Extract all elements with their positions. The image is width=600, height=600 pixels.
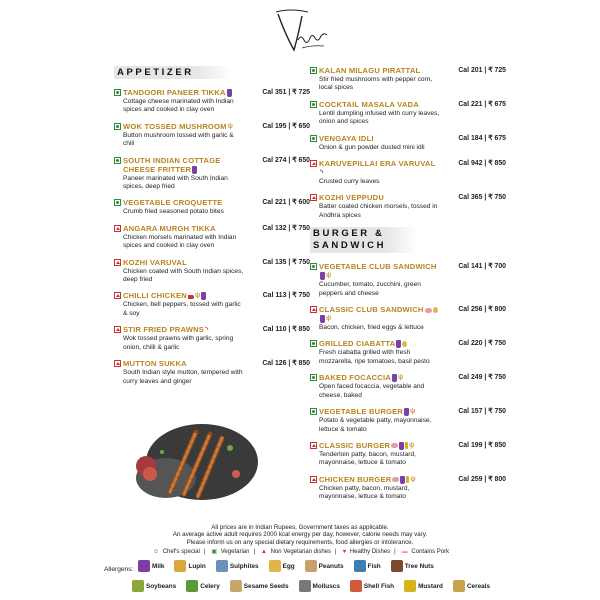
menu-item-header [114,258,310,267]
menu-item-header [310,100,506,109]
allergen-label: Celery [200,582,220,590]
sulphites-icon [216,560,228,572]
menu-item-price: Cal 221 | ₹ 600 [262,199,310,207]
shrimp-icon: ◝ [205,325,209,335]
menu-item-name-wrap [114,291,206,300]
menu-item-name-wrap [114,156,243,174]
menu-item-description: Onion & gun powder dusted mini idli [319,143,425,151]
menu-item [310,441,506,468]
menu-item-header [310,193,506,202]
fish-icon [354,560,366,572]
menu-item-price: Cal 184 | ₹ 675 [458,134,506,142]
menu-item-description: Wok tossed prawns with garlic, spring onion, chilli & garlic [123,335,234,351]
menu-item-price: Cal 195 | ₹ 650 [262,122,310,130]
burger-sandwich-heading [310,227,418,253]
menu-item-header [114,291,310,300]
legend-separator: | [335,549,337,556]
nonveg-mark-icon [114,259,121,266]
vascos-logo-icon [268,6,338,60]
menu-item [114,88,310,115]
legend-separator: | [203,549,206,556]
menu-item-header [114,224,310,233]
menu-item-header [114,122,310,131]
shell-fish-icon [350,580,362,592]
menu-item-header [310,262,506,280]
menu-item-name-wrap [310,134,374,143]
menu-item-price: Cal 249 | ₹ 750 [458,374,506,382]
allergen-label: Cereals [466,582,491,590]
menu-item-price: Cal 365 | ₹ 750 [458,194,506,202]
allergen-sulphites [216,560,259,572]
nonveg-mark-icon [114,326,121,333]
pork-icon: ▬ [401,549,410,556]
menu-item [114,325,310,352]
menu-item-header [114,156,310,174]
menu-item-name-wrap [310,262,439,280]
appetizer-continued-list [310,66,506,220]
allergen-mustard [404,580,443,592]
legend-item [209,549,249,555]
menu-item-name: VEGETABLE CLUB SANDWICHψ [319,262,437,280]
menu-item [114,359,310,386]
menu-item-header [114,88,310,97]
legend-label: Chef's special [162,549,200,556]
wheat-icon: ψ [398,374,404,382]
veg-mark-icon [310,340,317,347]
menu-item-header [114,359,310,368]
allergen-label: Lupin [188,562,206,570]
nonveg-mark-icon [310,160,317,167]
egg-icon [433,307,438,313]
allergens-row-1 [138,560,444,572]
menu-item [310,305,506,332]
right-column [310,66,506,509]
menu-item-name: KOZHI VARUVAL [123,257,187,267]
menu-item-description: Paneer marinated with South Indian spices, deep fried [123,174,228,191]
milk-icon [320,315,325,323]
milk-icon [392,374,397,382]
footer-line-calories: An average active adult requires 2000 kcal energy per day, however, calorie needs may vary. [172,531,428,539]
menu-item-price: Cal 135 | ₹ 750 [262,258,310,266]
menu-item [310,262,506,298]
mustard-icon [405,442,408,449]
menu-item-name-wrap [310,305,439,323]
menu-item-description: Fresh ciabatta grilled with fresh mozzarella, ripe tomatoes, basil pesto [319,349,430,365]
menu-item-name-wrap [114,224,216,233]
milk-icon [396,340,401,348]
burger-heading-line1: BURGER & [313,228,385,240]
pork-icon [391,443,398,448]
menu-item [310,193,506,220]
menu-item-name-wrap [310,159,439,177]
milk-icon [404,408,409,416]
nonveg-mark-icon [310,194,317,201]
legend-item [341,549,391,555]
heart-icon: ♥ [342,549,348,556]
nonveg-icon: ▲ [261,549,269,556]
wheat-icon: ψ [227,122,234,130]
menu-item-name-wrap [310,475,415,484]
legend-label: Contains Pork [411,549,450,556]
menu-item-description: Chicken, bell peppers, tossed with garlic & soy [123,301,241,317]
menu-item-header [310,373,506,382]
menu-item-description: Chicken coated with South Indian spices, deep fried [123,267,244,284]
restaurant-logo [268,6,338,60]
allergen-label: Milk [152,562,165,570]
menu-item [114,122,310,149]
kebab-food-photo [126,418,258,504]
menu-item-header [310,407,506,416]
menu-item-price: Cal 126 | ₹ 850 [262,360,310,368]
menu-item-name-wrap [114,88,232,97]
wheat-icon: ψ [410,408,416,416]
egg-icon [402,341,407,347]
menu-item-description: Chicken morsels marinated with Indian spices and cooked in clay oven [123,233,237,250]
menu-item [114,291,310,318]
veg-mark-icon [114,123,121,130]
wheat-icon: ψ [194,292,201,300]
veg-mark-icon [310,374,317,381]
menu-item-name: VEGETABLE CROQUETTE [123,198,223,208]
menu-item-name-wrap [114,325,208,334]
menu-item-description: Batter coated chicken morsels, tossed in Andhra spices [319,203,438,219]
allergen-label: Mustard [418,582,443,590]
wheat-icon: ψ [410,475,416,483]
appetizer-list [114,88,310,386]
menu-item-price: Cal 201 | ₹ 725 [458,67,506,74]
menu-item-name-wrap [114,359,187,368]
milk-icon [192,166,197,174]
menu-item-name: TANDOORI PANEER TIKKA [123,88,232,97]
footer-line-prices: All prices are in Indian Rupees, Government taxes as applicable. [211,524,389,531]
legend-label: Vegetarian [220,549,250,556]
veg-mark-icon [310,135,317,142]
milk-icon [400,476,405,484]
menu-item-description: Stir fried mushrooms with pepper corn, local spices [319,76,433,92]
allergen-peanuts [305,560,344,572]
allergen-label: Peanuts [318,562,344,570]
allergen-label: Tree Nuts [404,562,434,570]
allergen-label: Egg [282,562,295,570]
milk-icon [201,292,206,300]
menu-item-description: Button mushroom tossed with garlic & chili [123,131,234,148]
allergen-soybeans [132,580,176,592]
menu-item [310,100,506,127]
menu-item-price: Cal 110 | ₹ 850 [262,326,310,334]
legend-separator: | [394,549,396,556]
allergen-label: Sulphites [229,562,259,570]
menu-item-price: Cal 141 | ₹ 700 [458,263,506,271]
menu-item-price: Cal 942 | ₹ 850 [458,160,506,168]
veg-mark-icon [310,101,317,108]
menu-item [310,159,506,186]
pork-icon [425,308,432,313]
menu-item-name-wrap [114,258,187,267]
menu-item-name-wrap [310,339,407,348]
menu-item [114,258,310,285]
menu-item-name-wrap [310,193,384,202]
legend-item [400,549,449,555]
menu-item-name: CHICKEN BURGER ψ [319,474,416,484]
mustard-icon [404,580,416,592]
nonveg-mark-icon [114,225,121,232]
allergen-label: Soybeans [146,582,177,590]
nonveg-mark-icon [310,476,317,483]
menu-item-header [310,441,506,450]
footer-line-allergies: Please inform us on any special dietary requirements, food allergies or intolerance. [186,538,414,546]
allergen-label: Shell Fish [363,582,395,590]
menu-item-name-wrap [310,373,403,382]
menu-item [114,198,310,216]
nonveg-mark-icon [114,360,121,367]
allergen-milk [138,560,164,572]
menu-item [114,156,310,192]
wheat-icon: ψ [326,272,332,280]
menu-item-name: MUTTON SUKKA [123,359,187,369]
allergen-celery [186,580,220,592]
soybeans-icon [132,580,144,592]
burger-heading-line2: SANDWICH [313,240,387,252]
chili-icon [188,295,194,299]
menu-item-price: Cal 351 | ₹ 725 [262,89,310,96]
allergen-tree-nuts [391,560,434,572]
veg-mark-icon [310,263,317,270]
veg-mark-icon [310,408,317,415]
tree-nuts-icon [391,560,403,572]
menu-item [310,66,506,93]
veg-mark-icon [114,89,121,96]
menu-item-description: Lentil dumpling infused with curry leaves, onion and spices [319,109,440,126]
menu-item-price: Cal 157 | ₹ 750 [458,408,506,416]
menu-item-name-wrap [310,66,420,75]
menu-item-header [310,66,506,75]
menu-item [310,134,506,152]
menu-item-price: Cal 274 | ₹ 650 [262,156,310,164]
peanuts-icon [305,560,317,572]
menu-item [310,339,506,366]
allergen-label: Molluscs [312,582,340,590]
wheat-icon: ψ [326,315,332,323]
menu-item-price: Cal 132 | ₹ 750 [262,224,310,232]
menu-item-header [310,305,506,323]
menu-item-price: Cal 221 | ₹ 675 [458,100,506,108]
legend-item [151,549,200,555]
nonveg-mark-icon [310,442,317,449]
appetizer-heading: APPETIZER [114,66,232,79]
menu-item-name: KALAN MILAGU PIRATTAL [319,66,421,75]
menu-item-name: STIR FRIED PRAWNS◝ [123,325,209,335]
menu-item [310,475,506,502]
legend-separator: | [253,549,256,556]
allergen-label: Fish [367,562,381,570]
lupin-icon [174,560,186,572]
menu-item [114,224,310,251]
menu-item-name-wrap [310,407,415,416]
nonveg-mark-icon [114,292,121,299]
milk-icon [320,272,325,280]
menu-item-name: CHILLI CHICKEN ψ [123,291,206,300]
allergen-molluscs [299,580,340,592]
celery-icon [186,580,198,592]
allergen-fish [354,560,381,572]
nonveg-mark-icon [310,306,317,313]
menu-item-name: GRILLED CIABATTA [319,339,407,348]
egg-icon [269,560,281,572]
menu-item-description: Cottage cheese marinated with Indian spices and cooked in clay oven [123,98,234,114]
allergen-sesame-seeds [230,580,289,592]
veg-mark-icon [114,157,121,164]
left-column [114,66,310,393]
menu-item-name: KARUVEPILLAI ERA VARUVAL◝ [319,159,436,178]
allergen-label: Sesame Seeds [243,582,289,590]
wheat-icon: ψ [409,441,415,449]
veg-mark-icon [310,67,317,74]
menu-item-header [310,134,506,143]
menu-item-name: ANGARA MURGH TIKKA [123,223,216,233]
veg-mark-icon [114,199,121,206]
dish-legend [0,548,600,556]
menu-item-description: Tenderloin patty, bacon, mustard, mayonnaise, lettuce & tomato [319,450,417,467]
menu-item-name-wrap [310,100,419,109]
menu-item-price: Cal 220 | ₹ 750 [458,340,506,348]
menu-item-description: Cucumber, tomato, zucchini, green peppers and cheese [319,281,421,297]
menu-item-name: COCKTAIL MASALA VADA [319,99,419,109]
allergen-egg [269,560,295,572]
allergen-cereals [453,580,490,592]
menu-item-name: CLASSIC CLUB SANDWICHψ [319,305,439,323]
veg-icon: ▣ [211,549,219,556]
menu-item-header [114,325,310,334]
menu-item-price: Cal 199 | ₹ 850 [458,441,506,449]
molluscs-icon [299,580,311,592]
menu-item-header [310,339,506,348]
cereals-icon [453,580,465,592]
allergen-shell-fish [350,580,394,592]
menu-item-price: Cal 256 | ₹ 800 [458,306,506,314]
menu-item-name: BAKED FOCACCIA ψ [319,373,404,383]
menu-item-description: Chicken patty, bacon, mustard, mayonnaise, lettuce & tomato [319,484,410,501]
menu-item-header [310,159,506,177]
menu-item-description: Potato & vegetable patty, mayonnaise, lettuce & tomato [319,417,432,433]
menu-item-description: Bacon, chicken, fried eggs & lettuce [319,324,424,332]
pork-icon [392,477,399,482]
menu-item-name: VENGAYA IDLI [319,133,374,143]
milk-icon [227,89,232,97]
menu-item-name: WOK TOSSED MUSHROOMψ [123,121,234,131]
curve-icon: ◝ [320,168,324,178]
menu-item-price: Cal 259 | ₹ 800 [458,475,506,483]
menu-item-price: Cal 113 | ₹ 750 [262,292,310,300]
menu-item-description: Crusted curry leaves [319,178,380,186]
menu-item-description: Open faced focaccia, vegetable and cheese, baked [319,383,425,399]
menu-item-name: KOZHI VEPPUDU [319,193,385,203]
mustard-icon [406,476,409,483]
menu-item-name-wrap [114,198,222,207]
menu-item [310,407,506,434]
sesame-seeds-icon [230,580,242,592]
legend-item [259,549,331,555]
allergens-label: Allergens: [104,566,134,573]
menu-item-header [310,475,506,484]
menu-item-name: SOUTH INDIAN COTTAGE CHEESE FRITTER [123,155,221,174]
chef-icon: ☺ [152,549,161,556]
legend-label: Non Vegetarian dishes [270,549,332,556]
burger-list [310,262,506,501]
menu-item-name: VEGETABLE BURGER ψ [319,407,416,417]
menu-footer [0,524,600,556]
milk-icon [399,442,404,450]
menu-item-name-wrap [114,122,233,131]
menu-item-header [114,198,310,207]
legend-label: Healthy Dishes [349,549,391,556]
menu-item-name: CLASSIC BURGER ψ [319,440,415,450]
menu-item [310,373,506,400]
menu-item-description: South Indian style mutton, tempered with curry leaves and ginger [123,369,243,385]
menu-item-name-wrap [310,441,414,450]
menu-item-description: Crumb fried seasoned potato bites [123,208,224,216]
milk-icon [138,560,150,572]
allergens-row-2 [132,580,500,592]
allergen-lupin [174,560,205,572]
